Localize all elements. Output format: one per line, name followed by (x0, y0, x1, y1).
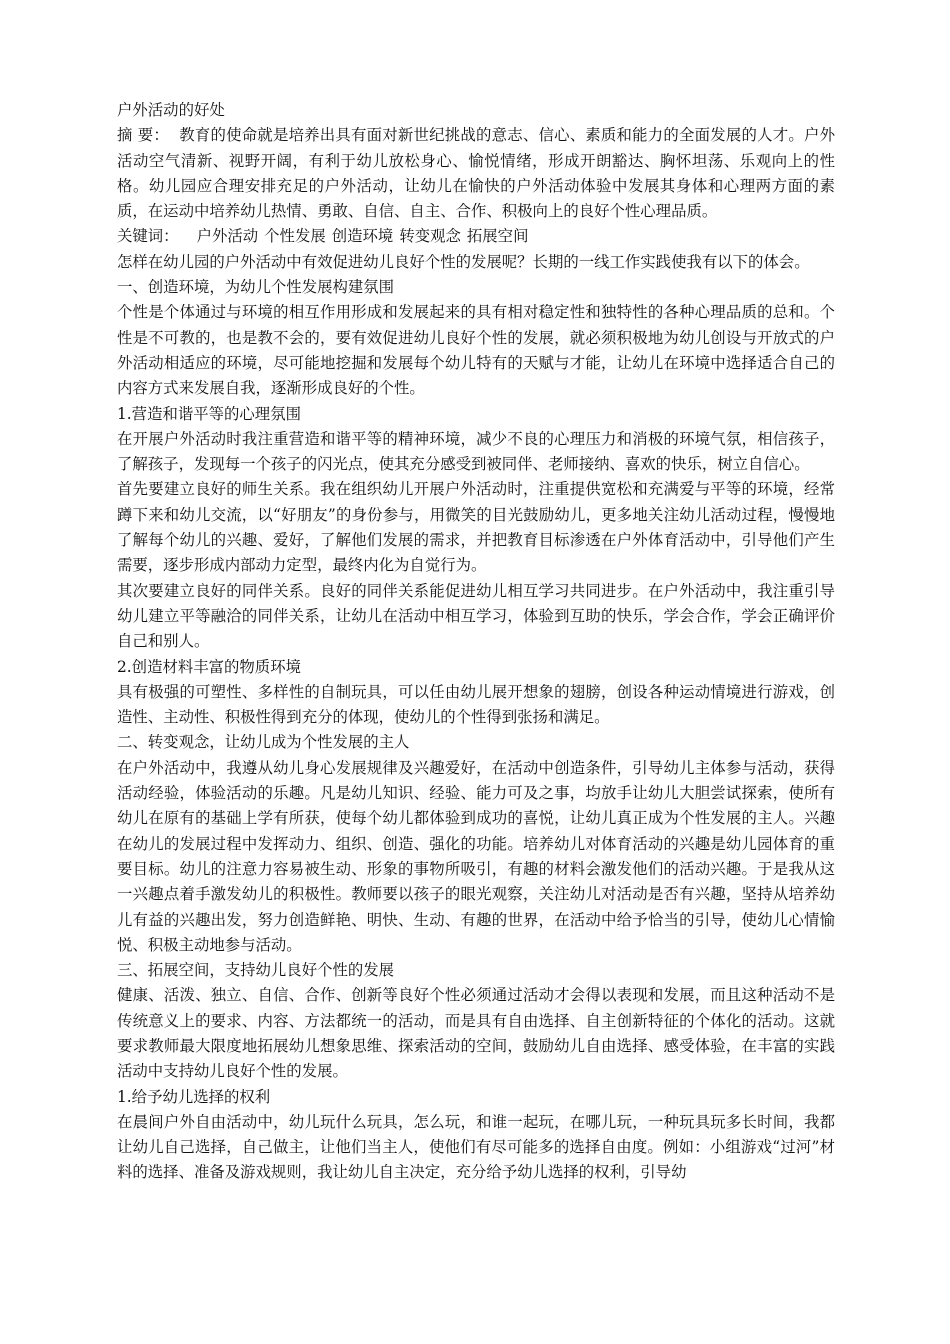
section-heading-3: 三、拓展空间，支持幼儿良好个性的发展 (117, 961, 395, 980)
document-page (117, 98, 835, 1186)
body-paragraph: 健康、活泼、独立、自信、合作、创新等良好个性必须通过活动才会得以表现和发展，而且这种活动不是传统意义上的要求、内容、方法都统一的活动，而是具有自由选择、自主创新特征的个体化的活动。这就要求教师最大限度地拓展幼儿想象思维、探索活动的空间，鼓励幼儿自由选择、感受体验，在丰富的实践活动中支持幼儿良好个性的发展。 (117, 986, 835, 1081)
body-paragraph: 在户外活动中，我遵从幼儿身心发展规律及兴趣爱好，在活动中创造条件，引导幼儿主体参与活动，获得活动经验，体验活动的乐趣。凡是幼儿知识、经验、能力可及之事，均放手让幼儿大胆尝试探索，使所有幼儿在原有的基础上学有所获，使每个幼儿都体验到成功的喜悦，让幼儿真正成为个性发展的主人。兴趣在幼儿的发展过程中发挥动力、组织、创造、强化的功能。培养幼儿对体育活动的兴趣是幼儿园体育的重要目标。幼儿的注意力容易被生动、形象的事物所吸引，有趣的材料会激发他们的活动兴趣。于是我从这一兴趣点着手激发幼儿的积极性。教师要以孩子的眼光观察，关注幼儿对活动是否有兴趣，坚持从培养幼儿有益的兴趣出发，努力创造鲜艳、明快、生动、有趣的世界，在活动中给予恰当的引导，使幼儿心情愉悦、积极主动地参与活动。 (117, 758, 835, 954)
section-heading-2: 二、转变观念，让幼儿成为个性发展的主人 (117, 733, 410, 752)
keywords-label: 关键词： (117, 227, 179, 246)
keyword: 拓展空间 (466, 227, 529, 246)
section-heading-1: 一、创造环境，为幼儿个性发展构建氛围 (117, 278, 395, 297)
body-paragraph: 在晨间户外自由活动中，幼儿玩什么玩具，怎么玩，和谁一起玩，在哪儿玩，一种玩具玩多长时间，我都让幼儿自己选择，自己做主，让他们当主人，使他们有尽可能多的选择自由度。例如：小组游戏“过河”材料的选择、准备及游戏规则，我让幼儿自主决定，充分给予幼儿选择的权利，引导幼 (117, 1112, 835, 1182)
body-paragraph: 个性是个体通过与环境的相互作用形成和发展起来的具有相对稳定性和独特性的各种心理品质的总和。个性是不可教的，也是教不会的，要有效促进幼儿良好个性的发展，就必须积极地为幼儿创设与开放式的户外活动相适应的环境，尽可能地挖掘和发展每个幼儿特有的天赋与才能，让幼儿在环境中选择适合自己的内容方式来发展自我，逐渐形成良好的个性。 (117, 303, 835, 398)
abstract-paragraph (117, 123, 835, 224)
subsection-heading-1-2: 2.创造材料丰富的物质环境 (117, 657, 301, 676)
subsection-heading-3-1: 1.给予幼儿选择的权利 (117, 1087, 271, 1106)
keyword: 转变观念 (399, 227, 461, 246)
intro-paragraph: 怎样在幼儿园的户外活动中有效促进幼儿良好个性的发展呢？长期的一线工作实践使我有以下的体会。 (117, 252, 810, 271)
document-title: 户外活动的好处 (117, 101, 225, 119)
body-paragraph: 其次要建立良好的同伴关系。良好的同伴关系能促进幼儿相互学习共同进步。在户外活动中，我注重引导幼儿建立平等融洽的同伴关系，让幼儿在活动中相互学习，体验到互助的快乐，学会合作，学会正确评价自己和别人。 (117, 581, 835, 651)
abstract-text: 教育的使命就是培养出具有面对新世纪挑战的意志、信心、素质和能力的全面发展的人才。户外活动空气清新、视野开阔，有利于幼儿放松身心、愉悦情绪，形成开朗豁达、胸怀坦荡、乐观向上的性格。幼儿园应合理安排充足的户外活动，让幼儿在愉快的户外活动体验中发展其身体和心理两方面的素质，在运动中培养幼儿热情、勇敢、自信、自主、合作、积极向上的良好个性心理品质。 (117, 126, 835, 221)
abstract-label: 摘 要： (117, 126, 169, 145)
body-paragraph: 首先要建立良好的师生关系。我在组织幼儿开展户外活动时，注重提供宽松和充满爱与平等的环境，经常蹲下来和幼儿交流，以“好朋友”的身份参与，用微笑的目光鼓励幼儿，更多地关注幼儿活动过程，慢慢地了解每个幼儿的兴趣、爱好，了解他们发展的需求，并把教育目标渗透在户外体育活动中，引导他们产生需要，逐步形成内部动力定型，最终内化为自觉行为。 (117, 480, 835, 575)
keywords-paragraph (117, 224, 835, 249)
subsection-heading-1-1: 1.营造和谐平等的心理氛围 (117, 404, 301, 423)
keyword: 户外活动 (196, 227, 259, 246)
body-paragraph: 在开展户外活动时我注重营造和谐平等的精神环境，减少不良的心理压力和消极的环境气氛，相信孩子，了解孩子，发现每一个孩子的闪光点，使其充分感受到被同伴、老师接纳、喜欢的快乐，树立自信心。 (117, 429, 835, 474)
body-paragraph: 具有极强的可塑性、多样性的自制玩具，可以任由幼儿展开想象的翅膀，创设各种运动情境进行游戏，创造性、主动性、积极性得到充分的体现，使幼儿的个性得到张扬和满足。 (117, 682, 835, 727)
keyword: 个性发展 (264, 227, 326, 246)
keyword: 创造环境 (331, 227, 394, 246)
